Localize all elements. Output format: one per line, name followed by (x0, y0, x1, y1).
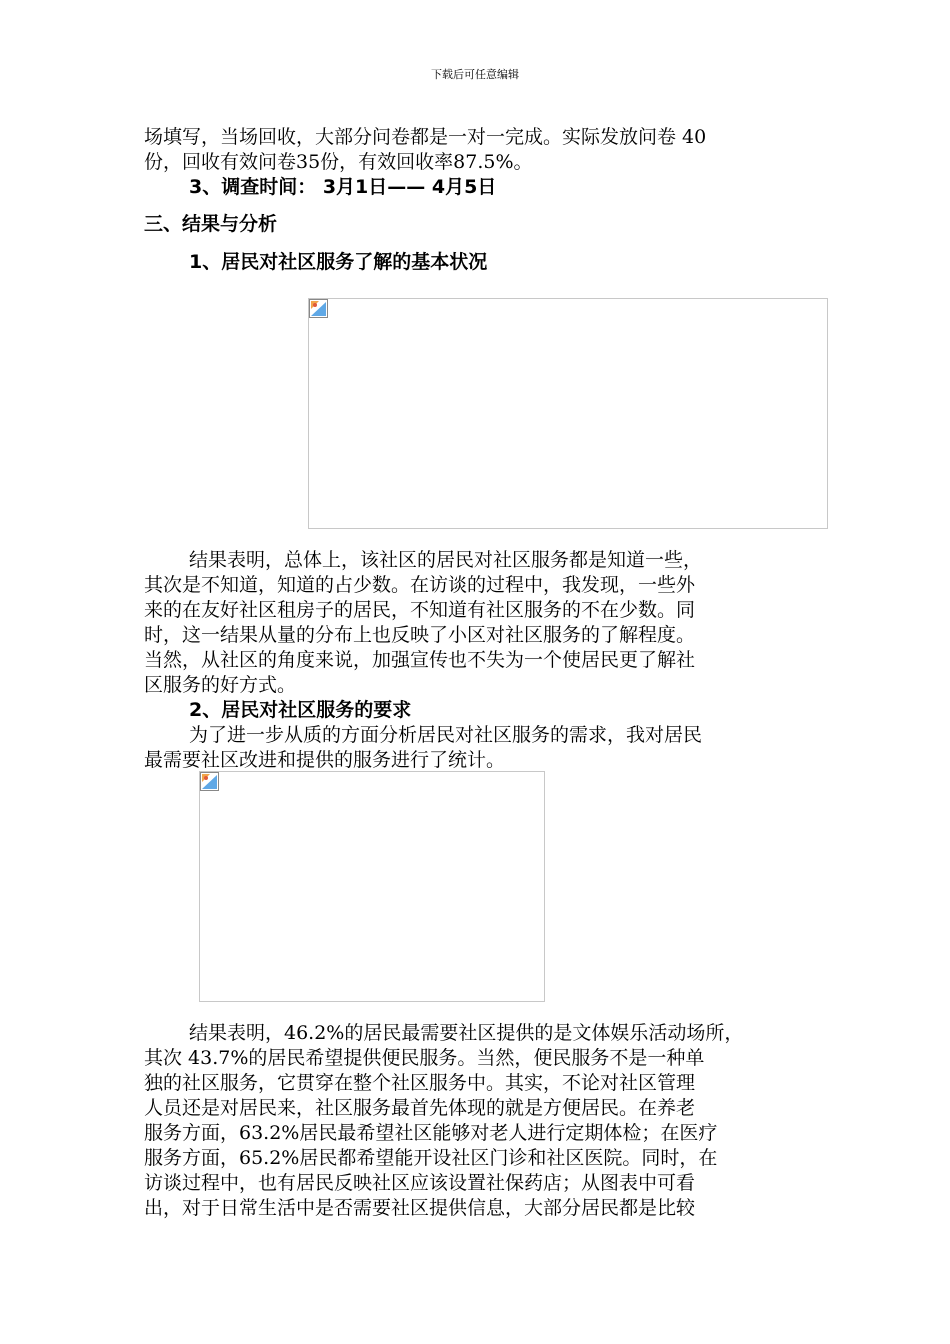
para1-line-5: 当然，从社区的角度来说，加强宣传也不失为一个使居民更了解社 (144, 649, 696, 671)
section-title: 三、结果与分析 (144, 213, 278, 235)
para1-line-6: 区服务的好方式。 (144, 674, 297, 696)
para3-line-7: 访谈过程中，也有居民反映社区应该设置社保药店；从图表中可看 (144, 1172, 696, 1194)
subsection-title-2: 2、居民对社区服务的要求 (189, 699, 412, 721)
para1-line-4: 时，这一结果从量的分布上也反映了小区对社区服务的了解程度。 (144, 624, 696, 646)
para3-line-3: 独的社区服务，它贯穿在整个社区服务中。其实，不论对社区管理 (144, 1072, 696, 1094)
intro-line-2: 份，回收有效问卷35份，有效回收率87.5%。 (144, 151, 533, 173)
para3-line-5: 服务方面，63.2%居民最希望社区能够对老人进行定期体检；在医疗 (144, 1122, 718, 1144)
broken-image-icon (200, 772, 219, 791)
para2-line-2: 最需要社区改进和提供的服务进行了统计。 (144, 749, 506, 771)
chart-image-2 (199, 771, 545, 1002)
chart-image-1 (308, 298, 828, 529)
intro-line-1: 场填写，当场回收，大部分问卷都是一对一完成。实际发放问卷 40 (144, 126, 707, 148)
subsection-title-1: 1、居民对社区服务了解的基本状况 (189, 251, 488, 273)
para3-line-2: 其次 43.7%的居民希望提供便民服务。当然，便民服务不是一种单 (144, 1047, 705, 1069)
para3-line-4: 人员还是对居民来，社区服务最首先体现的就是方便居民。在养老 (144, 1097, 696, 1119)
para3-line-8: 出，对于日常生活中是否需要社区提供信息，大部分居民都是比较 (144, 1197, 696, 1219)
para1-line-3: 来的在友好社区租房子的居民，不知道有社区服务的不在少数。同 (144, 599, 696, 621)
para3-line-1: 结果表明，46.2%的居民最需要社区提供的是文体娱乐活动场所， (189, 1022, 744, 1044)
para1-line-1: 结果表明，总体上，该社区的居民对社区服务都是知道一些， (189, 549, 703, 571)
page-header: 下载后可任意编辑 (431, 68, 519, 81)
para1-line-2: 其次是不知道，知道的占少数。在访谈的过程中，我发现，一些外 (144, 574, 696, 596)
broken-image-icon (309, 299, 328, 318)
para2-line-1: 为了进一步从质的方面分析居民对社区服务的需求，我对居民 (189, 724, 703, 746)
para3-line-6: 服务方面，65.2%居民都希望能开设社区门诊和社区医院。同时，在 (144, 1147, 718, 1169)
survey-time: 3、调查时间： 3月1日—— 4月5日 (189, 176, 497, 198)
